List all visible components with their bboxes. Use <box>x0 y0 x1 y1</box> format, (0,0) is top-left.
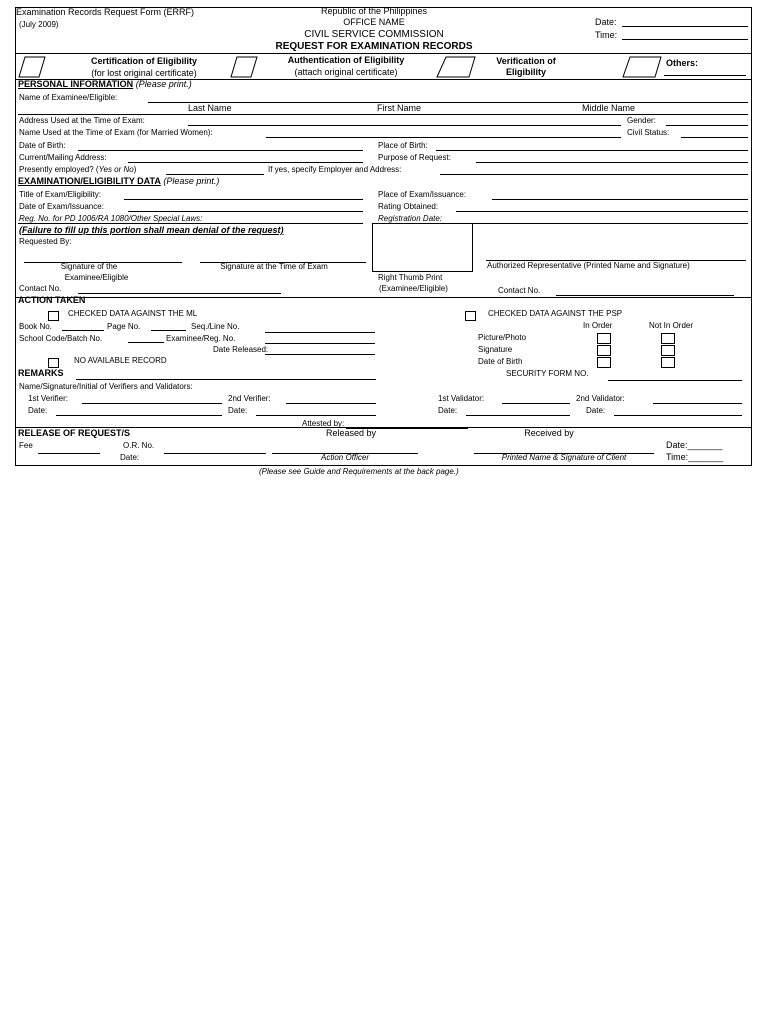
thumbprint-box[interactable] <box>372 223 473 272</box>
time-field[interactable] <box>622 39 748 40</box>
checkbox-dob-in-order[interactable] <box>597 357 611 368</box>
mailing-label: Current/Mailing Address: <box>19 153 107 162</box>
checkbox-certification[interactable] <box>18 56 46 78</box>
name-married-field[interactable] <box>266 137 621 138</box>
school-code-label: School Code/Batch No. <box>19 334 103 343</box>
release-time-blank[interactable]: Time:_______ <box>666 452 724 462</box>
rep-contact-label: Contact No. <box>498 286 541 295</box>
last-name-caption: Last Name <box>188 103 232 113</box>
employed-field[interactable] <box>166 174 264 175</box>
security-form-field[interactable] <box>608 380 742 381</box>
checkbox-checked-psp[interactable] <box>465 311 476 321</box>
employed-yesno: Yes or No <box>98 165 134 174</box>
employed-suffix: ) <box>133 165 137 174</box>
form-code: Examination Records Request Form (ERRF) <box>16 7 195 17</box>
option-verification-line2: Eligibility <box>505 67 546 77</box>
checkbox-picture-not-in-order[interactable] <box>661 333 675 344</box>
validator-2-field[interactable] <box>653 403 742 404</box>
section-action: ACTION TAKEN <box>18 295 86 305</box>
pob-field[interactable] <box>436 150 748 151</box>
reg-date-label: Registration Date: <box>378 214 443 223</box>
divider <box>16 53 751 54</box>
gender-label: Gender: <box>627 116 656 125</box>
requested-by-label: Requested By: <box>19 237 72 246</box>
checkbox-checked-ml[interactable] <box>48 311 59 321</box>
contact-no-label: Contact No. <box>19 284 62 293</box>
dob-field[interactable] <box>78 150 363 151</box>
in-order-header: In Order <box>583 321 613 330</box>
validator-2-date-field[interactable] <box>614 415 742 416</box>
purpose-field[interactable] <box>476 162 748 163</box>
validator-2-label: 2nd Validator: <box>576 394 625 403</box>
validator-1-label: 1st Validator: <box>438 394 485 403</box>
thumbprint-caption2: (Examinee/Eligible) <box>379 284 448 293</box>
option-certification: Certification of Eligibility <box>90 56 197 66</box>
date-released-label: Date Released: <box>213 345 269 354</box>
employed-label <box>19 165 136 175</box>
sig-examinee-caption2: Examinee/Eligible <box>64 273 129 282</box>
commission-name: CIVIL SERVICE COMMISSION <box>304 29 444 40</box>
verifier-1-date-field[interactable] <box>56 415 222 416</box>
page-no-field[interactable] <box>151 330 186 331</box>
address-exam-label: Address Used at the Time of Exam: <box>19 116 145 125</box>
date-field[interactable] <box>622 26 748 27</box>
checkbox-verification[interactable] <box>436 56 476 78</box>
section-personal-title: PERSONAL INFORMATION <box>18 79 134 89</box>
middle-name-caption: Middle Name <box>582 103 636 113</box>
examinee-reg-label: Examinee/Reg. No. <box>166 334 236 343</box>
checkbox-signature-in-order[interactable] <box>597 345 611 356</box>
section-remarks: REMARKS <box>18 368 64 378</box>
exam-please-print: (Please print.) <box>163 176 220 186</box>
validator-1-date-field[interactable] <box>466 415 570 416</box>
section-exam-title: EXAMINATION/ELIGIBILITY DATA <box>18 176 161 186</box>
or-no-label: O.R. No. <box>123 441 155 450</box>
received-by-label: Received by <box>524 428 574 438</box>
first-name-caption: First Name <box>377 103 422 113</box>
others-field[interactable] <box>664 75 746 76</box>
date-released-field[interactable] <box>265 354 375 355</box>
verifier-1-field[interactable] <box>82 403 222 404</box>
divider <box>16 297 751 298</box>
checkbox-authentication[interactable] <box>230 56 258 78</box>
book-no-field[interactable] <box>62 330 104 331</box>
fee-label: Fee <box>19 441 33 450</box>
action-officer-caption: Action Officer <box>320 453 369 462</box>
footer-note: (Please see Guide and Requirements at the back page.) <box>259 467 459 476</box>
sig-exam-time-caption: Signature at the Time of Exam <box>220 262 328 271</box>
form-revision: (July 2009) <box>19 20 59 29</box>
verifier-2-date-field[interactable] <box>256 415 376 416</box>
examinee-reg-field[interactable] <box>265 343 375 344</box>
mailing-field[interactable] <box>128 162 363 163</box>
remarks-field[interactable] <box>76 379 376 380</box>
authorized-rep-caption: Authorized Representative (Printed Name and Signature) <box>487 261 690 270</box>
validator-2-date-label: Date: <box>586 406 606 415</box>
released-by-label: Released by <box>325 428 377 438</box>
address-exam-field[interactable] <box>188 125 621 126</box>
gender-field[interactable] <box>666 125 748 126</box>
please-print-note: (Please print.) <box>135 79 192 89</box>
office-name: OFFICE NAME <box>343 17 405 27</box>
checkbox-no-record[interactable] <box>48 358 59 368</box>
checkbox-picture-in-order[interactable] <box>597 333 611 344</box>
not-in-order-header: Not In Order <box>649 321 694 330</box>
republic-label: Republic of the Philippines <box>320 6 428 16</box>
option-authentication: Authentication of Eligibility <box>287 55 405 65</box>
rep-contact-field[interactable] <box>556 295 734 296</box>
school-code-field[interactable] <box>128 342 164 343</box>
section-personal <box>18 79 192 90</box>
date-exam-label: Date of Exam/Issuance: <box>19 202 104 211</box>
denial-warning: (Failure to fill up this portion shall mean denial of the request) <box>19 225 284 235</box>
employed-prefix: Presently employed? ( <box>19 165 99 174</box>
checked-ml-label: CHECKED DATA AGAINST THE ML <box>68 309 198 318</box>
name-label: Name of Examinee/Eligible: <box>19 93 118 102</box>
attested-label: Attested by: <box>302 419 345 428</box>
seq-line-label: Seq./Line No. <box>191 322 240 331</box>
release-date-blank[interactable]: Date:_______ <box>666 440 723 450</box>
place-exam-label: Place of Exam/Issuance: <box>378 190 467 199</box>
validator-1-date-label: Date: <box>438 406 458 415</box>
place-exam-field[interactable] <box>492 199 748 200</box>
purpose-label: Purpose of Request: <box>378 153 451 162</box>
checkbox-signature-not-in-order[interactable] <box>661 345 675 356</box>
name-field[interactable] <box>148 102 748 103</box>
contact-no-field[interactable] <box>78 293 281 294</box>
psp-item-picture: Picture/Photo <box>478 333 527 342</box>
security-form-label: SECURITY FORM NO. <box>506 369 589 378</box>
verifier-1-label: 1st Verifier: <box>28 394 69 403</box>
dob-label: Date of Birth: <box>19 141 66 150</box>
employer-label: If yes, specify Employer and Address: <box>268 165 402 174</box>
civil-status-field[interactable] <box>681 137 748 138</box>
employer-field[interactable] <box>440 174 748 175</box>
option-others: Others: <box>666 58 699 68</box>
validator-1-field[interactable] <box>502 403 570 404</box>
release-date-label: Date: <box>120 453 140 462</box>
sig-examinee-caption: Signature of the <box>60 262 118 271</box>
seq-line-field[interactable] <box>265 332 375 333</box>
checked-psp-label: CHECKED DATA AGAINST THE PSP <box>488 309 623 318</box>
date-exam-field[interactable] <box>128 211 363 212</box>
fee-field[interactable] <box>38 453 100 454</box>
date-label: Date: <box>595 17 617 27</box>
rating-field[interactable] <box>456 211 748 212</box>
pob-label: Place of Birth: <box>378 141 428 150</box>
time-label: Time: <box>595 30 618 40</box>
errf-form <box>15 7 752 466</box>
psp-item-signature: Signature <box>478 345 513 354</box>
option-authentication-note: (attach original certificate) <box>294 67 398 77</box>
no-record-label: NO AVAILABLE RECORD <box>74 356 167 365</box>
or-no-field[interactable] <box>164 453 266 454</box>
checkbox-others[interactable] <box>622 56 662 78</box>
option-verification: Verification of <box>496 56 556 66</box>
verifier-1-date-label: Date: <box>28 406 48 415</box>
checkbox-dob-not-in-order[interactable] <box>661 357 675 368</box>
verifier-2-label: 2nd Verifier: <box>228 394 271 403</box>
option-certification-note: (for lost original certificate) <box>91 68 197 78</box>
reg-no-field[interactable] <box>18 223 363 224</box>
title-exam-label: Title of Exam/Eligibility: <box>19 190 101 199</box>
verifiers-label: Name/Signature/Initial of Verifiers and Validators: <box>19 382 193 391</box>
name-underline <box>18 114 748 115</box>
section-exam <box>18 176 219 187</box>
page-no-label: Page No. <box>107 322 141 331</box>
section-release: RELEASE OF REQUEST/S <box>18 428 131 438</box>
book-no-label: Book No. <box>19 322 52 331</box>
verifier-2-field[interactable] <box>286 403 376 404</box>
rating-label: Rating Obtained: <box>378 202 439 211</box>
verifier-2-date-label: Date: <box>228 406 248 415</box>
name-married-label: Name Used at the Time of Exam (for Married Women): <box>19 128 213 137</box>
civil-status-label: Civil Status: <box>627 128 670 137</box>
thumbprint-caption: Right Thumb Print <box>378 273 443 282</box>
client-signature-caption: Printed Name & Signature of Client <box>501 453 627 462</box>
page-title: REQUEST FOR EXAMINATION RECORDS <box>275 41 473 52</box>
title-exam-field[interactable] <box>124 199 363 200</box>
psp-item-dob: Date of Birth <box>478 357 523 366</box>
reg-no-label: Reg. No. for PD 1006/RA 1080/Other Special Laws: <box>19 214 203 223</box>
